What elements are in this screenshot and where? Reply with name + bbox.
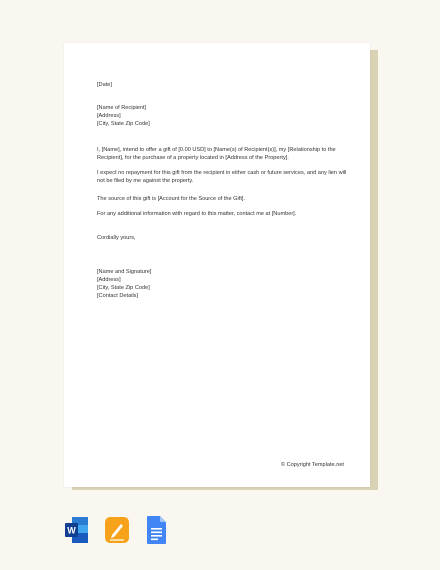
copyright-footer: © Copyright Template.net <box>280 462 344 468</box>
signature-name: [Name and Signature] <box>97 269 152 275</box>
paragraph-intent: I, [Name], intend to offer a gift of [0.00 USD] to [Name(s) of Recipient(s)], my [Relationship to the Recipient], for the purchase of a property located in [Address of the Property]. <box>97 147 336 161</box>
word-icon[interactable] <box>64 515 90 545</box>
recipient-address: [Address] <box>97 113 121 119</box>
app-icons <box>64 515 170 545</box>
paragraph-repayment: I expect no repayment for this gift from the recipient in either cash or future services, and any lien will not be filed by me against the property. <box>97 170 347 184</box>
letter-page <box>64 43 370 487</box>
paragraph-contact: For any additional information with regard to this matter, contact me at [Number]. <box>97 211 297 217</box>
closing: Cordially yours, <box>97 235 136 241</box>
recipient-name: [Name of Recipient] <box>97 105 147 111</box>
paragraph-source: The source of this gift is [Account for the Source of the Gift]. <box>97 196 245 202</box>
signature-contact: [Contact Details] <box>97 293 139 299</box>
signature-city: [City, State Zip Code] <box>97 285 150 291</box>
signature-address: [Address] <box>97 277 121 283</box>
pages-icon[interactable] <box>104 515 130 545</box>
date-line: [Date] <box>97 82 112 88</box>
svg-text:W: W <box>67 525 76 536</box>
recipient-city: [City, State Zip Code] <box>97 121 150 127</box>
google-docs-icon[interactable] <box>144 515 170 545</box>
